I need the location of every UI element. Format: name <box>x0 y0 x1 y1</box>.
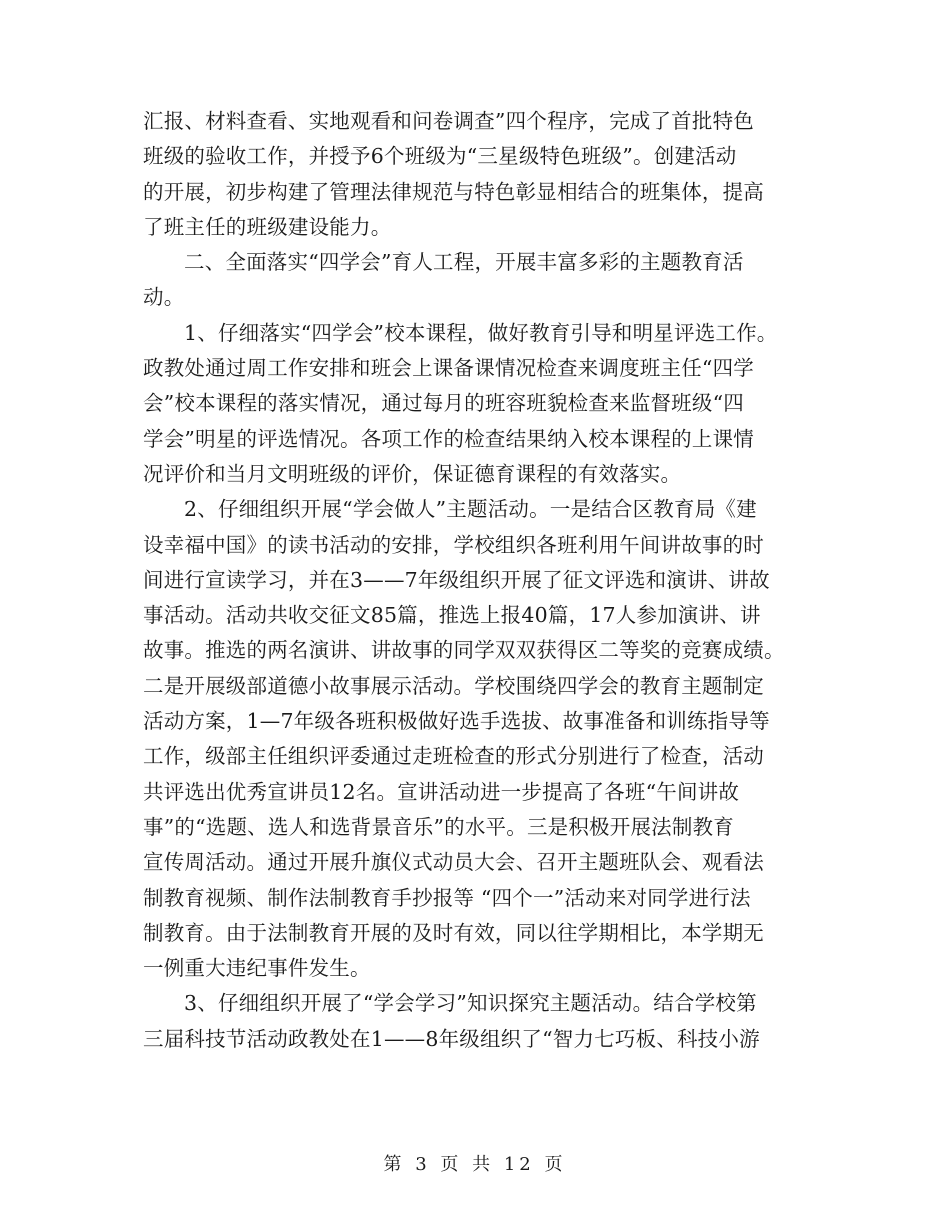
text-line: 一例重大违纪事件发生。 <box>143 956 371 981</box>
text-line: 制教育。由于法制教育开展的及时有效，同以往学期相比，本学期无 <box>143 920 764 945</box>
text-line: 政教处通过周工作安排和班会上课备课情况检查来调度班主任“四学 <box>143 356 754 381</box>
text-line: 设幸福中国》的读书活动的安排，学校组织各班利用午间讲故事的时 <box>143 532 764 557</box>
document-body <box>143 104 808 1057</box>
text-line: 制教育视频、制作法制教育手抄报等 “四个一”活动来对同学进行法 <box>143 885 751 910</box>
text-line: 班级的验收工作，并授予6个班级为“三星级特色班级”。创建活动 <box>143 144 737 169</box>
text-line: 故事。推选的两名演讲、讲故事的同学双双获得区二等奖的竞赛成绩。 <box>143 638 785 663</box>
paragraph-first-line: 二、全面落实“四学会”育人工程，开展丰富多彩的主题教育活 <box>184 250 744 275</box>
text-line: 事活动。活动共收交征文85篇，推选上报40篇，17人参加演讲、讲 <box>143 603 761 628</box>
text-line: 宣传周活动。通过开展升旗仪式动员大会、召开主题班队会、观看法 <box>143 850 764 875</box>
page-footer: 第 3 页 共 12 页 <box>383 1154 567 1175</box>
text-line: 动。 <box>143 285 185 310</box>
text-line: 工作，级部主任组织评委通过走班检查的形式分别进行了检查，活动 <box>143 744 764 769</box>
text-line: 学会”明星的评选情况。各项工作的检查结果纳入校本课程的上课情 <box>143 426 754 451</box>
paragraph-first-line: 2、仔细组织开展“学会做人”主题活动。一是结合区教育局《建 <box>184 497 757 522</box>
paragraph-first-line: 1、仔细落实“四学会”校本课程，做好教育引导和明星评选工作。 <box>184 320 778 345</box>
text-line: 况评价和当月文明班级的评价，保证德育课程的有效落实。 <box>143 461 682 486</box>
text-line: 活动方案，1—7年级各班积极做好选手选拔、故事准备和训练指导等 <box>143 709 770 734</box>
text-line: 的开展，初步构建了管理法律规范与特色彰显相结合的班集体，提高 <box>143 179 764 204</box>
text-line: 二是开展级部道德小故事展示活动。学校围绕四学会的教育主题制定 <box>143 673 764 698</box>
text-line: 三届科技节活动政教处在1——8年级组织了“智力七巧板、科技小游 <box>143 1026 760 1051</box>
text-line: 了班主任的班级建设能力。 <box>143 214 392 239</box>
text-line: 会”校本课程的落实情况，通过每月的班容班貌检查来监督班级“四 <box>143 391 744 416</box>
text-line: 共评选出优秀宣讲员12名。宣讲活动进一步提高了各班“午间讲故 <box>143 779 740 804</box>
paragraph-first-line: 3、仔细组织开展了“学会学习”知识探究主题活动。结合学校第 <box>184 991 757 1016</box>
text-line: 事”的“选题、选人和选背景音乐”的水平。三是积极开展法制教育 <box>143 814 734 839</box>
text-line: 汇报、材料查看、实地观看和问卷调查”四个程序，完成了首批特色 <box>143 109 754 133</box>
text-line: 间进行宣读学习，并在3——7年级组织开展了征文评选和演讲、讲故 <box>143 567 770 592</box>
